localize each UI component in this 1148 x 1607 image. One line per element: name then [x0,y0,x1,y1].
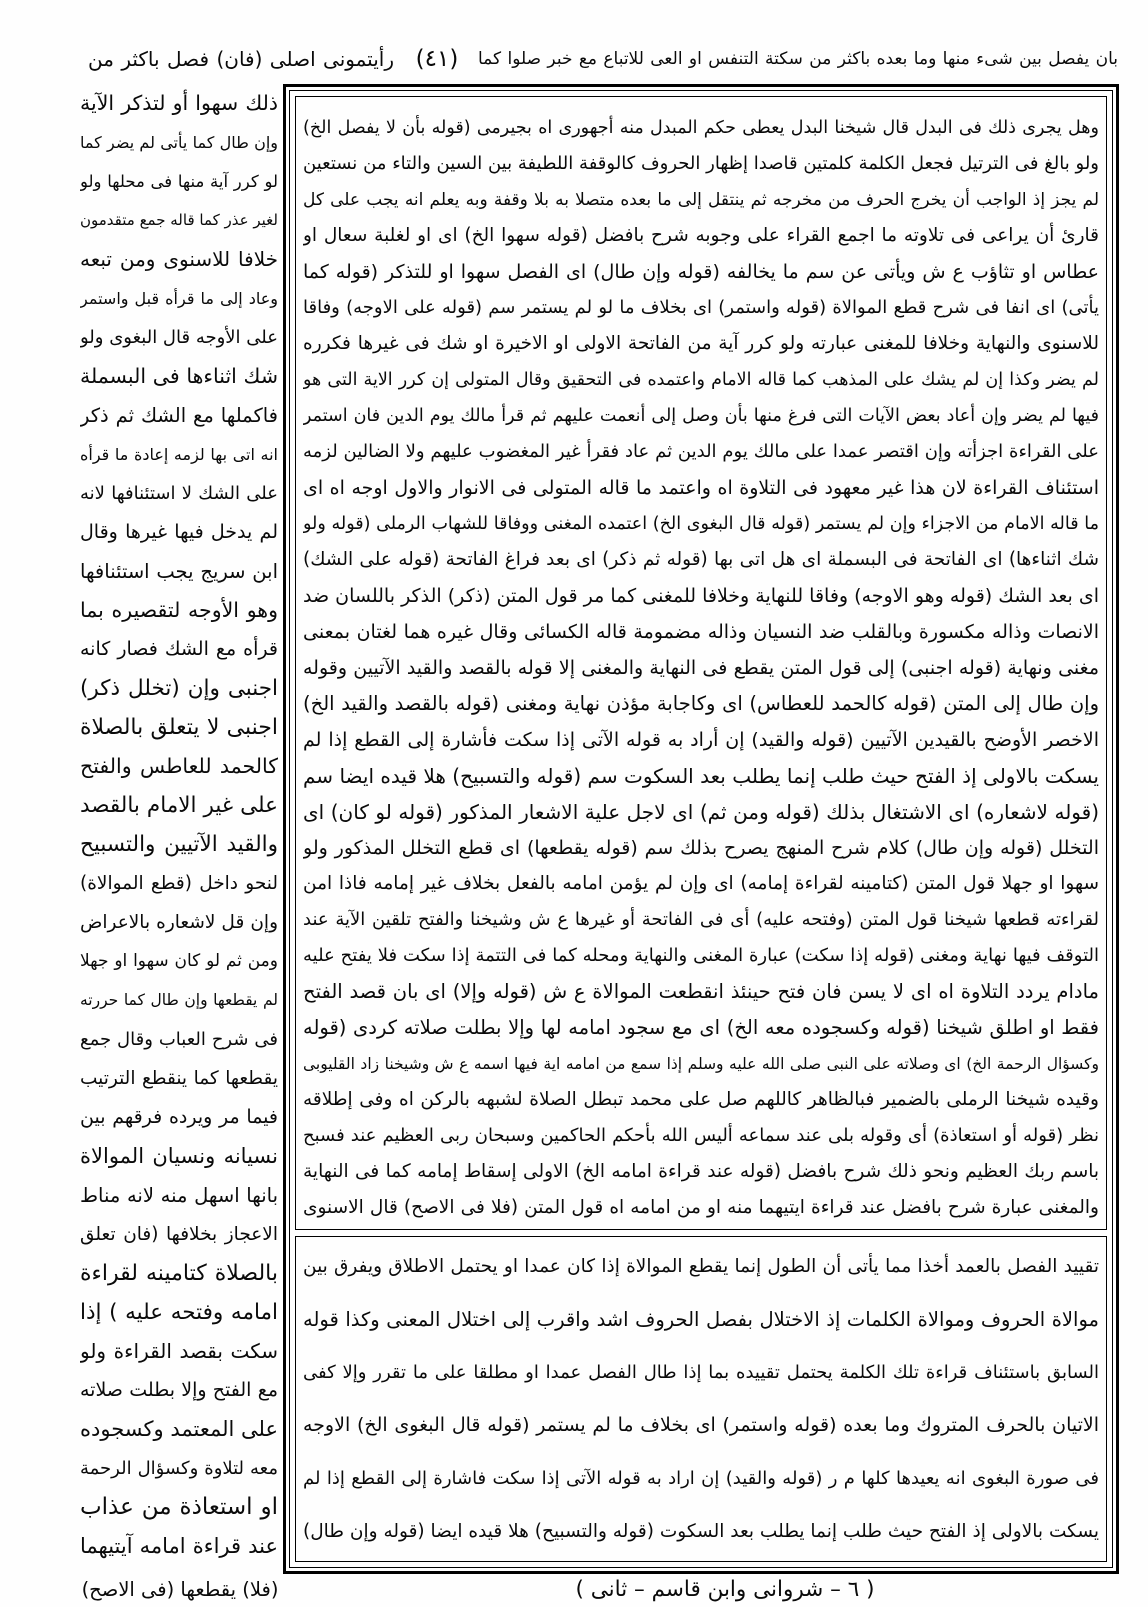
matn-line: ذلك سهوا أو لتذكر الآية [80,91,278,115]
footnote-line: يسكت بالاولى إذ الفتح حيث طلب إنما يطلب بعد السكوت (قوله والتسبيح) هلا قيده ايضا (قوله وإن طال) [303,1521,1099,1542]
commentary-line: وقيده شيخنا الرملى بالضمير فبالظاهر كاللهم صل على محمد تبطل الصلاة لشبهه بالركن اه وفى إطلاقه [303,1089,1099,1110]
matn-line: وهو الأوجه لتقصيره بما [80,598,278,622]
commentary-line: عطاس او تثاؤب ع ش ويأتى عن سم ما يخالفه (قوله وإن طال) اى الفصل سهوا او للتذكر (قوله كما [303,261,1099,283]
matn-line: بانها اسهل منه لانه مناط [80,1184,278,1207]
matn-line: خلافا للاسنوى ومن تبعه [80,247,278,271]
matn-line: او استعاذة من عذاب [80,1494,278,1520]
matn-line: والقيد الآتيين والتسبيح [80,832,278,857]
matn-line: ابن سريج يجب استئنافها [80,560,278,583]
matn-line: فيما مر ويرده فرقهم بين [80,1106,278,1128]
signature-line: ( ٦ – شروانى وابن قاسم – ثانى ) [575,1577,875,1602]
matn-line: فاكملها مع الشك ثم ذكر [80,404,278,427]
commentary-line: وإن طال إلى المتن (قوله كالحمد للعطاس) اى وكاجابة مؤذن نهاية ومغنى (قوله بالقصد والقيد الخ) [303,692,1099,715]
commentary-line: فيها لم يضر وإن أعاد بعض الآيات التى فرغ منها بأن وصل إلى أنعمت عليهم ثم قرأ مالك يوم الدين فان استمر [303,406,1099,426]
commentary-line: الاخصر الأوضح بالقيدين الآتيين (قوله والقيد) إن أراد به قوله الآتى إذا سكت فأشارة إلى القطع إذا لم [303,729,1099,751]
matn-line: وإن طال كما يأتى لم يضر كما [80,133,278,152]
commentary-line: ما قاله الامام من الاجزاء وإن لم يستمر (قوله قال البغوى الخ) اعتمده المغنى ووفاقا للشهاب الرملى (قوله ولو [303,514,1099,534]
matn-line: انه اتى بها لزمه إعادة ما قرأه [80,445,278,464]
matn-line: الاعجاز بخلافها (فان تعلق [80,1224,278,1245]
commentary-line: نظر (قوله أو استعاذة) أى وقوله بلى عند سماعه أليس الله بأحكم الحاكمين وسبحان ربى العظيم عند فسبح [303,1125,1099,1146]
header-text-right: بان يفصل بين شىء منها وما بعده باكثر من سكتة التنفس او العى للاتباع مع خبر صلوا كما [478,49,1118,69]
matn-line: لم يدخل فيها غيرها وقال [80,521,278,543]
ibn-qasim-commentary-text [303,1240,1099,1558]
commentary-line: والمغنى عبارة شرح بافضل عند قراءة ايتيهما منه او من امامه اه قول المتن (فلا فى الاصح) قال الاسنوى [303,1197,1099,1218]
commentary-line: اى بعد الشك (قوله وهو الاوجه) وفاقا للنهاية وخلافا للمغنى كما مر قول المتن (ذكر) الذكر باللسان ضد [303,585,1099,607]
commentary-line: سهوا او جهلا قول المتن (كتامينه لقراءة إمامه) اى وإن لم يؤمن امامه بالفعل بخلاف غير إمامه فاذا امن [303,873,1099,894]
matn-line: نسيانه ونسيان الموالاة [80,1144,278,1168]
commentary-line: لم يجز إذ الواجب أن يخرج الحرف من مخرجه ثم ينتقل إلى ما بعده متصلا به بلا وقفة وبه يعلم انه يجب على كل [303,190,1099,210]
commentary-line: وهل يجرى ذلك فى البدل قال شيخنا البدل يعطى حكم المبدل منه أجهورى اه بجيرمى (قوله بأن لا يفصل الخ) [303,118,1099,138]
commentary-line: فقط او اطلق شيخنا (قوله وكسجوده معه الخ) اى مع سجود امامه لها وإلا بطلت صلاته كردى (قوله [303,1016,1099,1039]
matn-line: معه لتلاوة وكسؤال الرحمة [80,1458,278,1479]
commentary-line: شك اثناءها) اى الفاتحة فى البسملة اى هل اتى بها (قوله ثم ذكر) اى بعد فراغ الفاتحة (قوله على الشك) [303,549,1099,570]
matn-line: لنحو داخل (قطع الموالاة) [80,873,278,894]
matn-line: على المعتمد وكسجوده [80,1417,278,1441]
matn-line: اجنبى وإن (تخلل ذكر) [80,676,278,701]
commentary-line: على القراءة اجزأته وإن اقتصر عمدا على مالك يوم الدين ثم عاد فقرأ غير المغضوب عليهم ولا الضالين لزمه [303,441,1099,462]
matn-line: شك اثناءها فى البسملة [80,364,278,388]
matn-line: اجنبى لا يتعلق بالصلاة [80,715,278,740]
commentary-line: يأتى) اى انفا فى شرح قطع الموالاة (قوله واستمر) اى بخلاف ما لو لم يستمر سم (قوله على الاوجه) وفاقا [303,297,1099,318]
shirwani-commentary-text [303,110,1099,1226]
footnote-line: الاتيان بالحرف المتروك وما بعده (قوله واستمر) اى بخلاف ما لم يستمر (قوله قال البغوى الخ) الاوجه [303,1414,1099,1436]
matn-line: سكت بقصد القراءة ولو [80,1339,278,1363]
matn-line: امامه وفتحه عليه ) إذا [80,1300,278,1325]
commentary-line: ولو بالغ فى الترتيل فجعل الكلمة كلمتين قاصدا إظهار الحروف كالوقفة اللطيفة بين السين والتاء من نستعين [303,153,1099,174]
commentary-line: لقراءته قطعها شيخنا قول المتن (وفتحه عليه) أى فى الفاتحة أو غيرها ع ش وشيخنا والفتح تلقين الآية عند [303,909,1099,930]
matn-line: كالحمد للعاطس والفتح [80,754,278,778]
matn-column [80,84,278,1566]
commentary-line: يسكت بالاولى إذ الفتح حيث طلب إنما يطلب بعد السكوت سم (قوله والتسبيح) هلا قيده ايضا سم [303,764,1099,788]
commentary-line: مغنى ونهاية (قوله اجنبى) إلى قول المتن يقطع فى النهاية والمغنى إلا قوله بالقصد والقيد الآتيين وقوله [303,657,1099,679]
matn-line: ومن ثم لو كان سهوا او جهلا [80,951,278,971]
commentary-line: باسم ربك العظيم ونحو ذلك شرح بافضل (قوله عند قراءة امامه الخ) الاولى إسقاط إمامه كما فى النهاية [303,1161,1099,1182]
commentary-line: الانصات وذاله مكسورة وبالقلب ضد النسيان وذاله مضمومة قاله الكسائى وقال غيره هما لغتان بمعنى [303,621,1099,643]
commentary-line: للاسنوى والنهاية وخلافا للمغنى عبارته ولو كرر آية من الفاتحة الاولى او الاخيرة او شك فى غيرها فكرره [303,333,1099,354]
matn-line: على الشك لا استئنافها لانه [80,483,278,504]
matn-line: على الأوجه قال البغوى ولو [80,327,278,348]
matn-line: يقطعها كما ينقطع الترتيب [80,1068,278,1089]
footnote-line: السابق باستئناف قراءة تلك الكلمة يحتمل تقييده بما إذا طال الفصل عمدا او مطلقا على ما تقرر وإلا كفى [303,1362,1099,1383]
commentary-line: التخلل (قوله وإن طال) كلام شرح المنهج يصرح بذلك سم (قوله يقطعها) اى قطع التخلل المذكور ولو [303,837,1099,859]
commentary-line: استئناف القراءة لان هذا غير معهود فى التلاوة اه واعتمد ما قاله المتولى فى الانوار والاول اوجه اه اى [303,477,1099,499]
commentary-line: لم يضر وكذا إن لم يشك على المذهب كما قاله الامام واعتمده فى التحقيق وقال المتولى إن كرر الاية التى هو [303,370,1099,390]
matn-line: عند قراءة امامه آيتيهما [80,1534,278,1558]
matn-line: لو كرر آية منها فى محلها ولو [80,172,278,191]
commentary-line: قارئ أن يراعى فى تلاوته ما اجمع القراء على وجوبه شرح بافضل (قوله سهوا الخ) اى او لغلبة سعال او [303,225,1099,246]
footnote-line: فى صورة البغوى انه يعيدها كلها م ر (قوله والقيد) إن اراد به قوله الآتى إذا سكت فاشارة إلى القطع إذا لم [303,1468,1099,1489]
matn-line: قرأه مع الشك فصار كانه [80,638,278,660]
footnote-line: تقييد الفصل بالعمد أخذا مما يأتى أن الطول إنما يقطع الموالاة إذا كان عمدا او يحتمل الاطلاق ويفرق بين [303,1256,1099,1277]
matn-line: وعاد إلى ما قرأه قبل واستمر [80,289,278,308]
commentary-line: (قوله لاشعاره) اى الاشتغال بذلك (قوله ومن ثم) اى لاجل علية الاشعار المذكور (قوله لو كان) اى [303,800,1099,824]
commentary-line: التوقف فيها نهاية ومغنى (قوله إذا سكت) عبارة المغنى والنهاية ومحله كما فى التتمة إذا سكت فلا يفتح عليه [303,945,1099,966]
commentary-line: وكسؤال الرحمة الخ) اى وصلاته على النبى صلى الله عليه وسلم إذا سمع من امامه اية فيها اسمه ع ش وشيخنا زاد القليوبى [303,1055,1099,1073]
matn-line: وإن قل لاشعاره بالاعراض [80,912,278,933]
matn-line: لم يقطعها وإن طال كما حررته [80,991,278,1009]
matn-line: لغير عذر كما قاله جمع متقدمون [80,211,278,229]
matn-catchword: (فلا) يقطعها (فى الاصح) [81,1578,279,1601]
commentary-line: مادام يردد التلاوة اه اى لا يسن فان فتح حينئذ انقطعت الموالاة ع ش (قوله وإلا) اى بان قصد الفتح [303,980,1099,1003]
page-number: (٤١) [415,46,459,72]
matn-line: فى شرح العباب وقال جمع [80,1029,278,1050]
matn-line: على غير الامام بالقصد [80,793,278,818]
footnote-line: موالاة الحروف وموالاة الكلمات إذ الاختلال بفصل الحروف اشد واقرب إلى اختلال المعنى وكذا قوله [303,1308,1099,1331]
matn-line: بالصلاة كتامينه لقراءة [80,1261,278,1286]
matn-line: مع الفتح وإلا بطلت صلاته [80,1379,278,1401]
header-text-left: رأيتمونى اصلى (فان) فصل باكثر من [88,47,394,71]
